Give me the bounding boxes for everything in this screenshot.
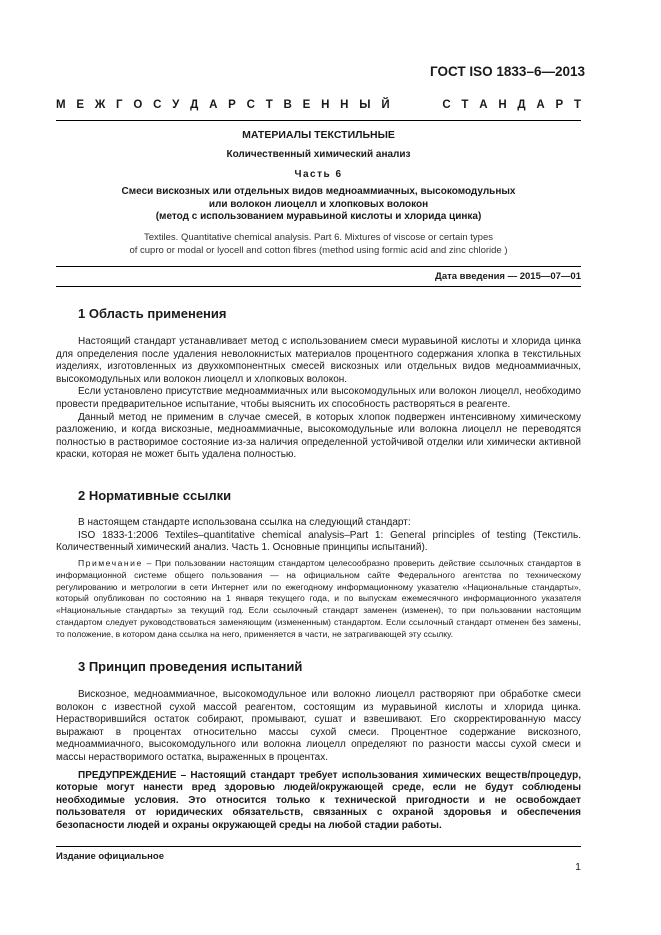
divider (56, 266, 581, 267)
divider (56, 846, 581, 847)
paragraph: Настоящий стандарт устанавливает метод с использованием смеси муравьиной кислоты и хлорида цинка для определения после удаления неволокнистых материалов процентного содержания хлопка в текстильных изделиях, изготовленных из двухкомпонентных смесей вискозных или отдельных видов медноаммиачных, высокомодульных или волокон лиоцелл и хлопковых волокон. (56, 336, 581, 385)
section-3-heading: 3 Принцип проведения испытаний (78, 659, 303, 674)
title-subtitle: Количественный химический анализ (226, 149, 411, 160)
section-2-body (56, 517, 581, 555)
paragraph: Данный метод не применим в случае смесей, в которых хлопок подвержен интенсивному химическому разложению, и когда вискозные, медноаммиачные, высокомодульные или волокна лиоцелл не переводятся полностью в растворимое состояние из-за наличия определенной устойчивой отделки или химически активной краски, которая не может быть удалена полностью. (56, 411, 581, 461)
title-english: Textiles. Quantitative chemical analysis. Part 6. Mixtures of viscose or certain types of cupro or modal or lyocell and cotton fibres (method using formic acid and zinc chloride ) (129, 232, 508, 256)
paragraph: Если установлено присутствие медноаммиачных или высокомодульных или волокон лиоцелл, необходимо провести предварительное испытание, чтобы выяснить их способность растворяться в реагенте. (56, 386, 581, 410)
introduction-date: Дата введения — 2015—07—01 (435, 271, 581, 282)
title-main: МАТЕРИАЛЫ ТЕКСТИЛЬНЫЕ (242, 129, 395, 141)
paragraph: В настоящем стандарте использована ссылка на следующий стандарт: (78, 517, 411, 528)
paragraph: Вискозное, медноаммиачное, высокомодульное или волокно лиоцелл растворяют при обработке смеси волокон с известной сухой массой реагентом, состоящим из муравьиной кислоты и хлорида цинка. Нерастворившийся остаток собирают, промывают, сушат и взвешивают. Его скорректированную массу выражают в процентах относительно массы сухой смеси. Процентное содержание вискозного, медноаммиачного, высокомодульного или волокна лиоцелл определяют по разности массы сухой смеси и массы нерастворимого остатка, выраженных в процентах. (56, 689, 581, 763)
section-1-body (56, 336, 581, 462)
divider (56, 286, 581, 287)
note-block (56, 558, 581, 641)
divider (56, 120, 581, 121)
official-edition-label: Издание официальное (56, 851, 164, 862)
warning-paragraph: ПРЕДУПРЕЖДЕНИЕ – Настоящий стандарт требует использования химических веществ/процедур, которые могут нанести вред здоровью людей/окружающей среде, если не будут соблюдены необходимые условия. Это относится только к технической пригодности и не освобождает пользователя от юридических обязательств, связанных с охраной здоровья и обеспечения безопасности людей и охраны окружающей среды на любой стадии работы. (56, 769, 581, 831)
paragraph: ISO 1833-1:2006 Textiles–quantitative chemical analysis–Part 1: General principles of testing (Текстиль. Количественный химический анализ. Часть 1. Основные принципы испытаний). (56, 529, 581, 554)
note-label: Примечание (78, 558, 143, 568)
title-part: Часть 6 (294, 169, 343, 180)
section-3-body (56, 689, 581, 833)
note-text: – При пользовании настоящим стандартом целесообразно проверить действие ссылочных стандартов в информационной системе общего пользования — на официальном сайте Федерального агентства по техническому регулированию и метрологии в сети Интернет или по ежегодному информационному указателю «Национальные стандарты», который опубликован по состоянию на 1 января текущего года, и по выпускам ежемесячного информационного указателя «Национальные стандарты» за текущий год. Если ссылочный стандарт заменен (изменен), то при пользовании настоящим стандартом следует руководствоваться заменяющим (измененным) стандартом. Если ссылочный стандарт отменен без замены, то положение, в котором дана ссылка на него, применяется в части, не затрагивающей эту ссылку. (56, 558, 581, 639)
title-description: Смеси вискозных или отдельных видов медноаммиачных, высокомодульных или волокон лиоцелл и хлопковых волокон (метод с использованием муравьиной кислоты и хлорида цинка) (121, 186, 516, 222)
standard-code: ГОСТ ISO 1833–6—2013 (430, 64, 585, 79)
page-number: 1 (575, 861, 581, 873)
section-2-heading: 2 Нормативные ссылки (78, 488, 232, 503)
interstate-standard-banner: М Е Ж Г О С У Д А Р С Т В Е Н Н Ы Й С Т А Н Д А Р Т (56, 99, 581, 111)
section-1-heading: 1 Область применения (78, 306, 227, 321)
